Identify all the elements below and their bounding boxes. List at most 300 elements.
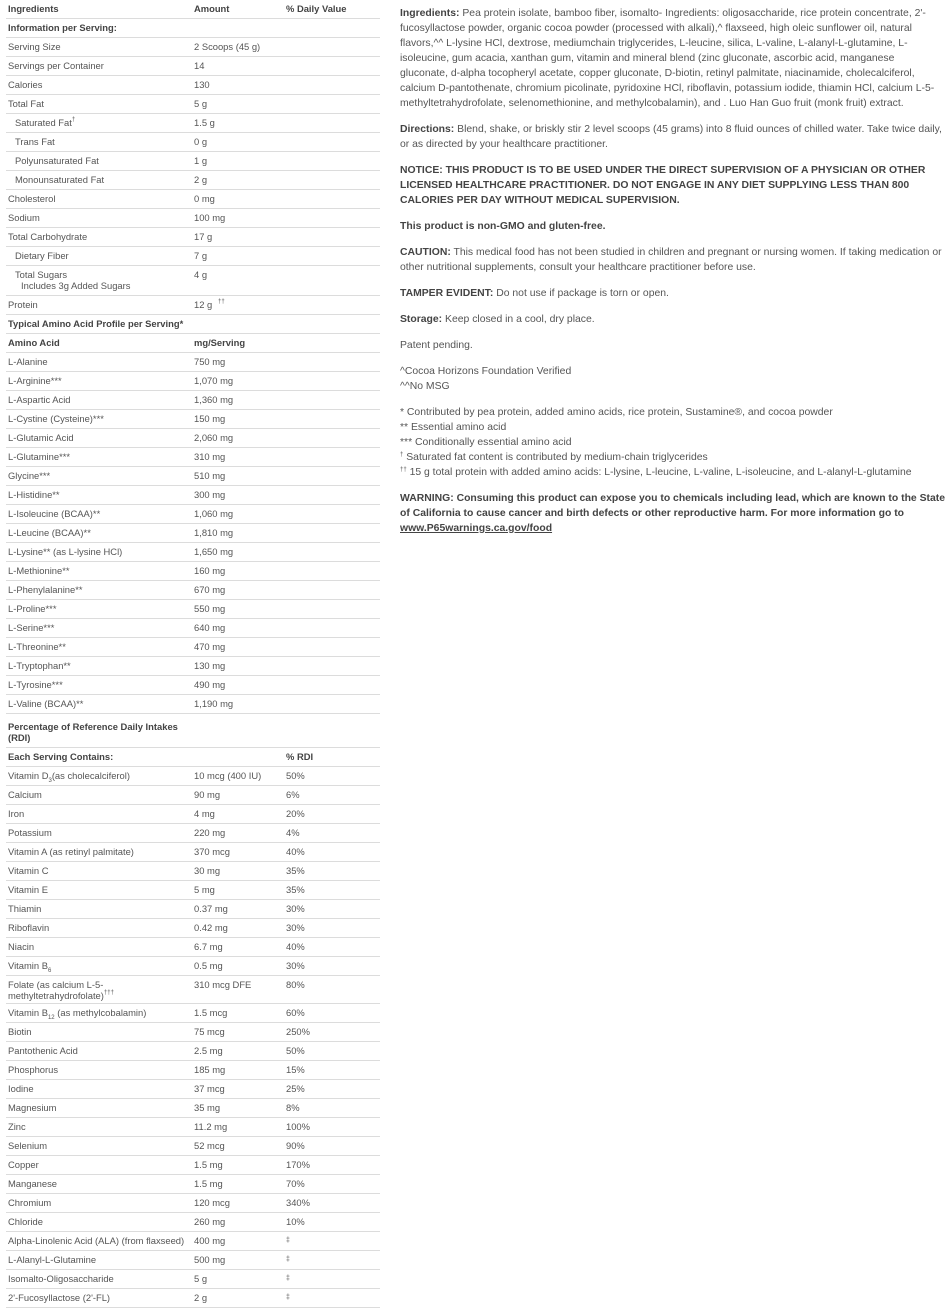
rdi-amount: 37 mcg <box>194 1083 225 1094</box>
rdi-nutrient-name <box>8 903 41 914</box>
rdi-nutrient-label: Vitamin E <box>8 884 48 895</box>
amino-acid-amount: 2,060 mg <box>194 432 234 443</box>
footnote-marker: †† <box>218 299 225 305</box>
rdi-row <box>6 1099 380 1118</box>
rdi-nutrient-label: Chloride <box>8 1216 43 1227</box>
rdi-row <box>6 1270 380 1289</box>
amino-row <box>6 581 380 600</box>
rdi-heading-row <box>6 714 380 748</box>
rdi-row <box>6 786 380 805</box>
serving-row <box>6 209 380 228</box>
nutrient-name <box>8 79 42 90</box>
serving-row <box>6 133 380 152</box>
rdi-percent: 90% <box>286 1140 305 1151</box>
nutrient-label: Sodium <box>8 212 40 223</box>
serving-row <box>6 152 380 171</box>
rdi-amount: 5 mg <box>194 884 215 895</box>
storage-paragraph <box>400 312 945 327</box>
caution-text: This medical food has not been studied in children and pregnant or nursing women. If taking medication or other nutritional supplements, consult your healthcare practitioner before use. <box>400 247 942 273</box>
serving-row <box>6 190 380 209</box>
subscript: 3 <box>48 777 52 784</box>
rdi-nutrient-name <box>8 865 48 876</box>
rdi-percent: 70% <box>286 1178 305 1189</box>
footnote-5-symbol: †† <box>400 467 407 473</box>
serving-row <box>6 171 380 190</box>
rdi-row <box>6 1289 380 1308</box>
rdi-percent: 30% <box>286 903 305 914</box>
rdi-amount: 1.5 mcg <box>194 1007 228 1018</box>
rdi-percent: 6% <box>286 789 300 800</box>
rdi-percent: 20% <box>286 808 305 819</box>
amino-heading-row <box>6 315 380 334</box>
amino-acid-amount: 310 mg <box>194 451 226 462</box>
amino-row <box>6 638 380 657</box>
amino-row <box>6 353 380 372</box>
rdi-nutrient-name <box>8 1140 47 1151</box>
amino-acid-amount: 1,070 mg <box>194 375 234 386</box>
amino-row <box>6 486 380 505</box>
amino-acid-name: L-Serine*** <box>8 622 55 633</box>
footnote-5 <box>400 465 945 480</box>
rdi-nutrient-label: Iron <box>8 808 25 819</box>
nutrient-label: Saturated Fat <box>15 117 72 128</box>
serving-row <box>6 114 380 133</box>
rdi-amount: 310 mcg DFE <box>194 979 252 990</box>
directions-text: Blend, shake, or briskly stir 2 level scoops (45 grams) into 8 fluid ounces of chilled water. Take twice daily, or as directed by your healthcare practitioner. <box>400 124 942 150</box>
rdi-nutrient-name <box>8 808 24 819</box>
rdi-percent: 30% <box>286 960 305 971</box>
rdi-percent: 8% <box>286 1102 300 1113</box>
nutrient-amount: 4 g <box>194 269 208 280</box>
amino-row <box>6 372 380 391</box>
storage-text: Keep closed in a cool, dry place. <box>442 314 595 325</box>
rdi-amount: 220 mg <box>194 827 226 838</box>
rdi-heading-line1: Percentage of Reference Daily Intakes <box>8 721 178 732</box>
amino-col-header-row <box>6 334 380 353</box>
nutrient-label: Total Carbohydrate <box>8 231 88 242</box>
amino-acid-name: L-Tryptophan** <box>8 660 71 671</box>
rdi-nutrient-name <box>8 979 114 1001</box>
rdi-amount: 6.7 mg <box>194 941 223 952</box>
amino-acid-name: L-Lysine** (as L-lysine HCl) <box>8 546 123 557</box>
amino-acid-name: L-Aspartic Acid <box>8 394 71 405</box>
footnote-marker: ††† <box>103 990 114 996</box>
rdi-percent: 340% <box>286 1197 310 1208</box>
rdi-nutrient-name <box>8 941 34 952</box>
rdi-nutrient-label: Copper <box>8 1159 39 1170</box>
p65-warnings-link[interactable]: www.P65warnings.ca.gov/food <box>400 523 553 534</box>
rdi-amount: 30 mg <box>194 865 221 876</box>
rdi-nutrient-name <box>8 1026 31 1037</box>
rdi-nutrient-name <box>8 1235 184 1246</box>
amino-row <box>6 619 380 638</box>
nutrient-label: Cholesterol <box>8 193 56 204</box>
rdi-nutrient-label: Manganese <box>8 1178 57 1189</box>
rdi-row <box>6 938 380 957</box>
rdi-nutrient-name <box>8 1292 110 1303</box>
amino-acid-heading: Typical Amino Acid Profile per Serving* <box>8 318 184 329</box>
nutrient-name <box>15 174 104 185</box>
rdi-nutrient-name <box>8 1102 56 1113</box>
info-per-serving-heading: Information per Serving: <box>8 22 117 33</box>
nutrient-name <box>8 231 87 242</box>
rdi-nutrient-label: Iodine <box>8 1083 34 1094</box>
nutrient-amount: 0 g <box>194 136 208 147</box>
serving-row <box>6 296 380 315</box>
prop65-warning <box>400 491 945 536</box>
rdi-amount: 52 mcg <box>194 1140 225 1151</box>
amino-acid-amount: 510 mg <box>194 470 226 481</box>
nutrient-label: Monounsaturated Fat <box>15 174 105 185</box>
header-amount: Amount <box>194 3 230 14</box>
rdi-row <box>6 900 380 919</box>
serving-row <box>6 95 380 114</box>
rdi-percent: ‡ <box>286 1256 290 1263</box>
nutrient-amount: 130 <box>194 79 210 90</box>
amino-acid-amount: 150 mg <box>194 413 226 424</box>
amino-acid-name: Glycine*** <box>8 470 51 481</box>
rdi-amount: 4 mg <box>194 808 215 819</box>
amino-col-name: Amino Acid <box>8 337 60 348</box>
amino-row <box>6 505 380 524</box>
rdi-row <box>6 1194 380 1213</box>
nutrient-amount: 17 g <box>194 231 213 242</box>
amino-row <box>6 600 380 619</box>
rdi-amount: 90 mg <box>194 789 221 800</box>
rdi-nutrient-label-line2: methyltetrahydrofolate) <box>8 990 104 1001</box>
nutrient-amount: 7 g <box>194 250 208 261</box>
rdi-row <box>6 843 380 862</box>
tamper-label: TAMPER EVIDENT: <box>400 288 494 299</box>
rdi-nutrient-name <box>8 1159 39 1170</box>
nutrient-label: Total Sugars <box>15 269 68 280</box>
amino-acid-name: L-Glutamine*** <box>8 451 71 462</box>
non-gmo-text: This product is non-GMO and gluten-free. <box>400 221 606 232</box>
nutrient-label: Calories <box>8 79 43 90</box>
nutrient-amount: 0 mg <box>194 193 215 204</box>
rdi-row <box>6 957 380 976</box>
rdi-row <box>6 1061 380 1080</box>
nutrient-amount: 1 g <box>194 155 208 166</box>
rdi-nutrient-label: Riboflavin <box>8 922 50 933</box>
rdi-row <box>6 1232 380 1251</box>
product-details <box>400 6 945 547</box>
caution-label: CAUTION: <box>400 247 451 258</box>
rdi-percent: ‡ <box>286 1237 290 1244</box>
rdi-amount: 120 mcg <box>194 1197 230 1208</box>
rdi-nutrient-name <box>8 1197 51 1208</box>
amino-acid-amount: 130 mg <box>194 660 226 671</box>
rdi-nutrient-label: Vitamin D <box>8 770 49 781</box>
rdi-nutrient-label: Folate (as calcium L-5- <box>8 979 104 990</box>
rdi-percent: 80% <box>286 979 305 990</box>
rdi-amount: 185 mg <box>194 1064 226 1075</box>
rdi-nutrient-label-rest: (as methylcobalamin) <box>54 1007 147 1018</box>
rdi-nutrient-name <box>8 1064 58 1075</box>
amino-row <box>6 695 380 714</box>
amino-col-amount: mg/Serving <box>194 337 246 348</box>
amino-row <box>6 391 380 410</box>
rdi-row <box>6 1251 380 1270</box>
amino-acid-name: L-Phenylalanine** <box>8 584 83 595</box>
amino-row <box>6 429 380 448</box>
rdi-row <box>6 1118 380 1137</box>
amino-acid-name: L-Valine (BCAA)** <box>8 698 84 709</box>
rdi-percent: 30% <box>286 922 305 933</box>
caution-paragraph <box>400 245 945 275</box>
nutrient-amount: 1.5 g <box>194 117 215 128</box>
nutrient-label: Protein <box>8 299 38 310</box>
rdi-row <box>6 976 380 1004</box>
rdi-nutrient-label: Biotin <box>8 1026 32 1037</box>
rdi-row <box>6 1213 380 1232</box>
directions-label: Directions: <box>400 124 455 135</box>
rdi-percent: ‡ <box>286 1275 290 1282</box>
rdi-percent: 4% <box>286 827 300 838</box>
amino-acid-name: L-Arginine*** <box>8 375 62 386</box>
rdi-row <box>6 1156 380 1175</box>
nutrient-name <box>8 212 40 223</box>
amino-acid-amount: 550 mg <box>194 603 226 614</box>
rdi-nutrient-name <box>8 770 130 787</box>
footnote-5-text: 15 g total protein with added amino acids: L-lysine, L-leucine, L-valine, L-isoleucine, and L-alanyl-L-glutamine <box>406 467 912 478</box>
rdi-row <box>6 805 380 824</box>
amino-acid-name: L-Glutamic Acid <box>8 432 74 443</box>
rdi-row <box>6 1004 380 1023</box>
rdi-nutrient-label: Thiamin <box>8 903 42 914</box>
amino-row <box>6 467 380 486</box>
amino-acid-name: L-Threonine** <box>8 641 66 652</box>
rdi-row <box>6 919 380 938</box>
tamper-text: Do not use if package is torn or open. <box>493 288 669 299</box>
amino-acid-amount: 750 mg <box>194 356 226 367</box>
rdi-nutrient-label: Selenium <box>8 1140 48 1151</box>
rdi-nutrient-label: L-Alanyl-L-Glutamine <box>8 1254 97 1265</box>
amino-acid-name: L-Leucine (BCAA)** <box>8 527 91 538</box>
rdi-amount: 10 mcg (400 IU) <box>194 770 262 781</box>
rdi-percent: 50% <box>286 1045 305 1056</box>
nutrient-label: Dietary Fiber <box>15 250 69 261</box>
nutrient-name <box>15 250 69 261</box>
rdi-percent: ‡ <box>286 1294 290 1301</box>
footnote-marker: † <box>71 117 76 123</box>
rdi-percent: 60% <box>286 1007 305 1018</box>
nutrient-name <box>8 41 61 52</box>
nutrient-label: Total Fat <box>8 98 44 109</box>
rdi-amount: 11.2 mg <box>194 1121 228 1132</box>
amino-acid-amount: 1,650 mg <box>194 546 234 557</box>
patent-text: Patent pending. <box>400 340 473 351</box>
nutrient-label: Polyunsaturated Fat <box>15 155 99 166</box>
rdi-row <box>6 1080 380 1099</box>
amino-acid-amount: 1,060 mg <box>194 508 234 519</box>
nutrient-sub-label: Includes 3g Added Sugars <box>21 280 131 291</box>
rdi-amount: 400 mg <box>194 1235 226 1246</box>
section-heading-row <box>6 19 380 38</box>
amino-acid-amount: 160 mg <box>194 565 226 576</box>
rdi-col-name: Each Serving Contains: <box>8 751 114 762</box>
footnote-4-symbol: † <box>400 452 404 458</box>
table-header-row <box>6 0 380 19</box>
ingredients-text: Pea protein isolate, bamboo fiber, isomalto- Ingredients: oligosaccharide, rice protein concentrate, 2'-fucosyllactose powder, organic cocoa powder (processed with alkali),^ flaxseed, high oleic sunflower oil, natural flavors,^^ L-lysine HCl, dextrose, mediumchain triglycerides, L-leucine, silica, L-valine, L-alanyl-L-glutamine, L-isoleucine, gum acacia, xanthan gum, vitamin and mineral blend (zinc gluconate, ascorbic acid, manganese gluconate, d-alpha tocopheryl acetate, copper gluconate, D-biotin, retinyl palmitate, niacinamide, cholecalciferol, calcium D-pantothenate, chromium picolinate, pyridoxine HCl, riboflavin, potassium iodide, thiamin HCl, calcium L-5- methyltetrahydrofolate, selenomethionine, and methylcobalamin), and . Luo Han Guo fruit (monk fruit) extract. <box>400 8 935 109</box>
rdi-nutrient-name <box>8 827 52 838</box>
rdi-nutrient-label: 2'-Fucosyllactose (2'-FL) <box>8 1292 111 1303</box>
rdi-nutrient-name <box>8 1178 57 1189</box>
supplement-facts-table <box>6 0 380 1308</box>
rdi-nutrient-name <box>8 1083 34 1094</box>
header-ingredients: Ingredients <box>8 3 59 14</box>
rdi-percent: 10% <box>286 1216 305 1227</box>
rdi-nutrient-label: Chromium <box>8 1197 52 1208</box>
rdi-percent: 15% <box>286 1064 305 1075</box>
footnote-1: * Contributed by pea protein, added amino acids, rice protein, Sustamine®, and cocoa powder <box>400 407 833 418</box>
amino-acid-name: L-Proline*** <box>8 603 57 614</box>
rdi-nutrient-name <box>8 1273 114 1284</box>
footnote-2: ** Essential amino acid <box>400 422 507 433</box>
nutrient-name <box>15 117 75 128</box>
directions-paragraph <box>400 122 945 152</box>
nutrient-amount: 2 g <box>194 174 208 185</box>
warning-text: WARNING: Consuming this product can expose you to chemicals including lead, which are known to the State of California to cause cancer and birth defects or other reproductive harm. For more information go to <box>400 493 946 519</box>
rdi-nutrient-name <box>8 846 134 857</box>
amino-acid-amount: 670 mg <box>194 584 226 595</box>
nutrient-name <box>8 299 38 310</box>
nutrient-name <box>8 60 104 71</box>
rdi-amount: 370 mcg <box>194 846 230 857</box>
rdi-heading-line2: (RDI) <box>8 732 31 743</box>
amino-row <box>6 448 380 467</box>
storage-label: Storage: <box>400 314 443 325</box>
rdi-nutrient-label: Vitamin C <box>8 865 49 876</box>
rdi-nutrient-label-rest: (as cholecalciferol) <box>51 770 130 781</box>
rdi-row <box>6 862 380 881</box>
ingredients-label: Ingredients: <box>400 8 460 19</box>
rdi-nutrient-name <box>8 1216 43 1227</box>
rdi-nutrient-label: Magnesium <box>8 1102 57 1113</box>
rdi-nutrient-label: Isomalto-Oligosaccharide <box>8 1273 114 1284</box>
rdi-percent: 100% <box>286 1121 310 1132</box>
rdi-row <box>6 1023 380 1042</box>
ingredients-paragraph <box>400 6 945 111</box>
rdi-amount: 1.5 mg <box>194 1178 223 1189</box>
serving-row <box>6 57 380 76</box>
amino-acid-amount: 470 mg <box>194 641 226 652</box>
rdi-percent: 50% <box>286 770 305 781</box>
rdi-amount: 5 g <box>194 1273 208 1284</box>
footnote-3: *** Conditionally essential amino acid <box>400 437 572 448</box>
nutrient-amount: 14 <box>194 60 205 71</box>
amino-acid-name: L-Tyrosine*** <box>8 679 63 690</box>
nutrient-name <box>15 155 99 166</box>
amino-acid-amount: 490 mg <box>194 679 226 690</box>
footnote-4 <box>400 450 945 465</box>
rdi-amount: 75 mcg <box>194 1026 225 1037</box>
amino-acid-name: L-Histidine** <box>8 489 60 500</box>
rdi-col-header-row <box>6 748 380 767</box>
rdi-amount: 0.37 mg <box>194 903 228 914</box>
amino-acid-name: L-Alanine <box>8 356 48 367</box>
serving-row <box>6 76 380 95</box>
subscript: 12 <box>47 1014 55 1021</box>
nutrient-name <box>8 98 44 109</box>
nutrient-label: Servings per Container <box>8 60 104 71</box>
nutrient-amount: 5 g <box>194 98 208 109</box>
nutrient-amount: 12 g <box>194 299 213 310</box>
subscript: 6 <box>47 967 52 974</box>
rdi-nutrient-name <box>8 922 49 933</box>
rdi-nutrient-label: Vitamin B <box>8 960 48 971</box>
rdi-nutrient-label: Pantothenic Acid <box>8 1045 78 1056</box>
rdi-amount: 2 g <box>194 1292 208 1303</box>
msg-note: ^^No MSG <box>400 381 450 392</box>
rdi-nutrient-label: Calcium <box>8 789 42 800</box>
rdi-percent: 35% <box>286 884 305 895</box>
rdi-amount: 2.5 mg <box>194 1045 223 1056</box>
rdi-percent: 40% <box>286 846 305 857</box>
amino-row <box>6 524 380 543</box>
rdi-row <box>6 824 380 843</box>
amino-acid-amount: 640 mg <box>194 622 226 633</box>
amino-acid-amount: 1,810 mg <box>194 527 234 538</box>
rdi-percent: 25% <box>286 1083 305 1094</box>
serving-row <box>6 38 380 57</box>
serving-row <box>6 247 380 266</box>
rdi-nutrient-name <box>8 1254 96 1265</box>
nutrient-amount: 100 mg <box>194 212 226 223</box>
rdi-nutrient-name <box>8 884 48 895</box>
rdi-nutrient-name <box>8 1121 26 1132</box>
rdi-nutrient-label: Alpha-Linolenic Acid (ALA) (from flaxseed) <box>8 1235 185 1246</box>
header-daily-value: % Daily Value <box>286 3 347 14</box>
amino-acid-amount: 300 mg <box>194 489 226 500</box>
rdi-heading <box>8 721 178 743</box>
rdi-nutrient-label: Zinc <box>8 1121 26 1132</box>
rdi-amount: 0.5 mg <box>194 960 223 971</box>
amount-footnote <box>218 299 225 310</box>
rdi-col-pct: % RDI <box>286 751 314 762</box>
serving-row <box>6 228 380 247</box>
rdi-nutrient-label: Niacin <box>8 941 35 952</box>
nutrient-label: Trans Fat <box>15 136 55 147</box>
amino-acid-name: L-Isoleucine (BCAA)** <box>8 508 101 519</box>
rdi-nutrient-label: Vitamin B <box>8 1007 48 1018</box>
rdi-row <box>6 1137 380 1156</box>
rdi-amount: 260 mg <box>194 1216 226 1227</box>
rdi-row <box>6 767 380 786</box>
nutrient-name <box>8 193 55 204</box>
rdi-nutrient-name <box>8 1045 78 1056</box>
cocoa-note: ^Cocoa Horizons Foundation Verified <box>400 366 572 377</box>
amino-acid-name: L-Cystine (Cysteine)*** <box>8 413 104 424</box>
amino-acid-amount: 1,360 mg <box>194 394 234 405</box>
rdi-amount: 500 mg <box>194 1254 226 1265</box>
rdi-percent: 170% <box>286 1159 310 1170</box>
rdi-amount: 35 mg <box>194 1102 221 1113</box>
nutrient-label: Serving Size <box>8 41 61 52</box>
rdi-row <box>6 1042 380 1061</box>
rdi-nutrient-label: Vitamin A (as retinyl palmitate) <box>8 846 134 857</box>
amino-acid-name: L-Methionine** <box>8 565 70 576</box>
rdi-nutrient-name <box>8 1007 146 1024</box>
rdi-nutrient-label: Phosphorus <box>8 1064 59 1075</box>
rdi-nutrient-label: Potassium <box>8 827 52 838</box>
amino-row <box>6 657 380 676</box>
serving-row <box>6 266 380 296</box>
tamper-paragraph <box>400 286 945 301</box>
notice-text: NOTICE: THIS PRODUCT IS TO BE USED UNDER THE DIRECT SUPERVISION OF A PHYSICIAN OR OTHER LICENSED HEALTHCARE PRACTITIONER. DO NOT ENGAGE IN ANY DIET SUPPLYING LESS THAN 800 CALORIES PER DAY WITHOUT MEDICAL SUPERVISION. <box>400 165 926 206</box>
rdi-percent: 40% <box>286 941 305 952</box>
nutrient-name <box>15 269 130 291</box>
